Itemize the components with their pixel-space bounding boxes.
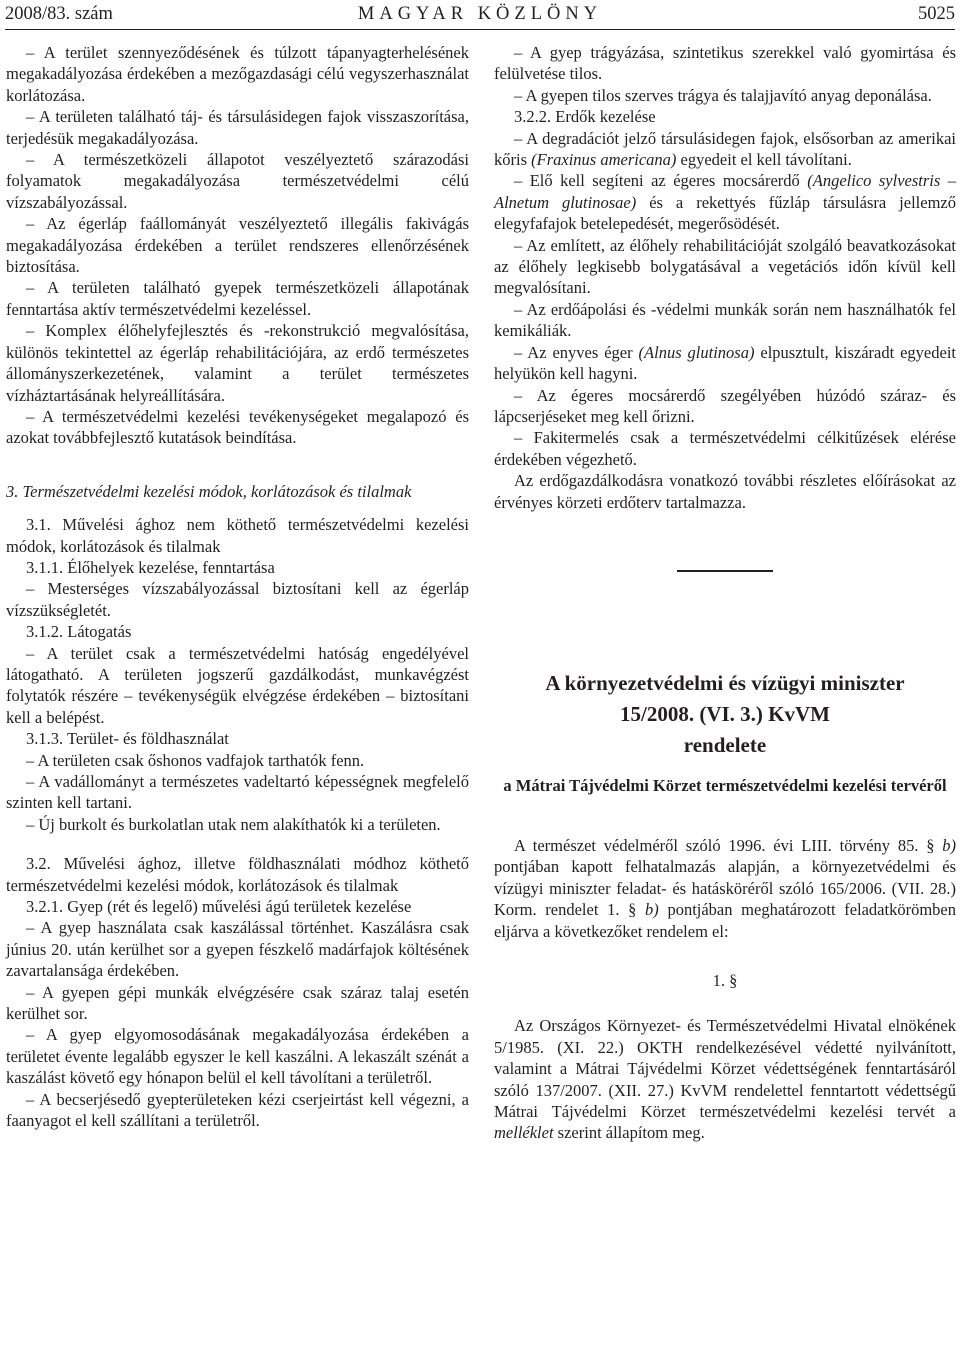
subsection-heading: 3.2. Művelési ághoz, illetve földhasználati módhoz köthető természetvédelmi kezelési módok, korlátozások és tilalmak: [6, 854, 469, 895]
paragraph: – A területen csak őshonos vadfajok tarthatók fenn.: [26, 750, 365, 770]
paragraph: Az erdőgazdálkodásra vonatkozó további részletes előírásokat az érvényes körzeti erdőterv tartalmazza.: [494, 471, 956, 512]
paragraph: – A gyepen gépi munkák elvégzésére csak száraz talaj esetén kerülhet sor.: [6, 982, 469, 1024]
paragraph: – A gyep használata csak kaszálással történhet. Kaszálásra csak június 20. után kerülhet sor a gyepen fészkelő madárfajok költésének zavartalansága érdekében.: [6, 918, 469, 981]
paragraph: – A természetközeli állapotot veszélyeztető szárazodási folyamatok megakadályozása természetvédelmi célú vízszabályozással.: [6, 150, 469, 212]
section-heading: 3. Természetvédelmi kezelési módok, korlátozások és tilalmak: [6, 481, 412, 501]
journal-title: MAGYAR KÖZLÖNY: [357, 4, 603, 24]
section-divider: [677, 570, 773, 572]
paragraph: – Az égerláp faállományát veszélyeztető illegális fakivágás megakadályozása érdekében a terület rendszeres ellenőrzésének biztosítása.: [6, 214, 469, 277]
paragraph: – Az erdőápolási és -védelmi munkák során nem használhatók fel kemikáliák.: [494, 299, 956, 341]
issue-number: 2008/83. szám: [5, 4, 113, 24]
section-number: 1. §: [712, 970, 738, 990]
subsection-heading: 3.1. Művelési ághoz nem köthető természetvédelmi kezelési módok, korlátozások és tilalmak: [6, 515, 469, 556]
right-column: [494, 42, 956, 1144]
paragraph: – A becserjésedő gyepterületeken kézi cserjeirtást kell végezni, a faanyagot el kell szállítani a területről.: [6, 1089, 469, 1131]
page-header: [5, 3, 955, 27]
paragraph: Az Országos Környezet- és Természetvédelmi Hivatal elnökének 5/1985. (XI. 22.) OKTH rendelkezésével védetté nyilvánított, valamint a Mátrai Tájvédelmi Körzet védettségének fenntartásáról szóló 137/2007. (XII. 27.) KvVM rendelettel fenntartott védettségű Mátrai Tájvédelmi Körzet természetvédelmi kezelési tervét a melléklet szerint állapítom meg.: [494, 1016, 956, 1143]
paragraph: – A terület csak a természetvédelmi hatóság engedélyével látogatható. A területen jogszerű gazdálkodást, munkavégzést folytatók részére – tevékenységük elvégzése érdekében – biztosítani kell a belépést.: [6, 643, 469, 727]
header-rule: [5, 29, 955, 30]
left-column: [6, 42, 469, 1132]
paragraph: – A gyep trágyázása, szintetikus szerekkel való gyomirtása és felülvetése tilos.: [494, 43, 956, 84]
decree-title-line: 15/2008. (VI. 3.) KvVM: [620, 701, 830, 726]
subsection-heading: 3.2.1. Gyep (rét és legelő) művelési ágú területek kezelése: [26, 897, 412, 917]
paragraph: – Új burkolt és burkolatlan utak nem alakíthatók ki a területen.: [26, 814, 441, 834]
paragraph: – A vadállományt a természetes vadeltartó képességnek megfelelő szinten kell tartani.: [6, 772, 469, 813]
decree-title-line: A környezetvédelmi és vízügyi miniszter: [545, 670, 905, 695]
paragraph: – A gyepen tilos szerves trágya és talajjavító anyag deponálása.: [514, 85, 932, 105]
paragraph: – A terület szennyeződésének és túlzott tápanyagterhelésének megakadályozása érdekében a mezőgazdasági célú vegyszerhasználat korlátozása.: [6, 43, 469, 105]
paragraph: – A természetvédelmi kezelési tevékenységeket megalapozó és azokat továbbfejlesztő kutatások beindítása.: [6, 406, 469, 448]
paragraph: – Az égeres mocsárerdő szegélyében húzódó száraz- és lápcserjéseket meg kell őrizni.: [494, 385, 956, 426]
page-number: 5025: [918, 4, 955, 24]
decree-subtitle: a Mátrai Tájvédelmi Körzet természetvédelmi kezelési tervéről: [503, 775, 947, 795]
paragraph: – A gyep elgyomosodásának megakadályozása érdekében a területet évente legalább egyszer le kell kaszálni. A lekaszált szénát a kaszálást követő egy hónapon belül el kell távolítani a területről.: [6, 1025, 469, 1088]
subsection-heading: 3.1.3. Terület- és földhasználat: [26, 729, 229, 749]
subsection-heading: 3.1.2. Látogatás: [26, 622, 132, 642]
paragraph: – Mesterséges vízszabályozással biztosítani kell az égerláp vízszükségletét.: [6, 579, 469, 620]
subsection-heading: 3.2.2. Erdők kezelése: [514, 107, 656, 127]
paragraph: – Az enyves éger (Alnus glutinosa) elpusztult, kiszáradt egyedeit helyükön kell hagyni.: [494, 342, 956, 384]
subsection-heading: 3.1.1. Élőhelyek kezelése, fenntartása: [26, 557, 275, 577]
decree-title-line: rendelete: [683, 732, 767, 757]
paragraph: – Komplex élőhelyfejlesztés és -rekonstrukció megvalósítása, különös tekintettel az égerláp rehabilitációjára, az erdő természetes állományszerkezetének, valamint a terület természetes vízháztartásának helyreállítására.: [6, 321, 469, 405]
paragraph: – Fakitermelés csak a természetvédelmi célkitűzések elérése érdekében végezhető.: [494, 428, 956, 469]
paragraph: – A degradációt jelző társulásidegen fajok, elsősorban az amerikai kőris (Fraxinus americana) egyedeit el kell távolítani.: [494, 128, 956, 170]
paragraph: – Az említett, az élőhely rehabilitációját szolgáló beavatkozásokat az élőhely legkisebb bolygatásával a vegetációs időn kívül kell megvalósítani.: [494, 235, 956, 298]
preamble: A természet védelméről szóló 1996. évi LIII. törvény 85. § b) pontjában kapott felhatalmazás alapján, a környezetvédelmi és vízügyi miniszter feladat- és hatásköréről szóló 165/2006. (VII. 28.) Korm. rendelet 1. § b) pontjában meghatározott feladatkörömben eljárva a következőket rendelem el:: [494, 835, 956, 941]
paragraph: – A területen található gyepek természetközeli állapotának fenntartása aktív természetvédelmi kezeléssel.: [6, 278, 469, 319]
paragraph: – Elő kell segíteni az égeres mocsárerdő (Angelico sylvestris – Alnetum glutinosae) és a rekettyés fűzláp társulásra jellemző elegyfafajok betelepedését, megerősödését.: [494, 171, 956, 234]
paragraph: – A területen található táj- és társulásidegen fajok visszaszorítása, terjedésük megakadályozása.: [6, 107, 469, 148]
